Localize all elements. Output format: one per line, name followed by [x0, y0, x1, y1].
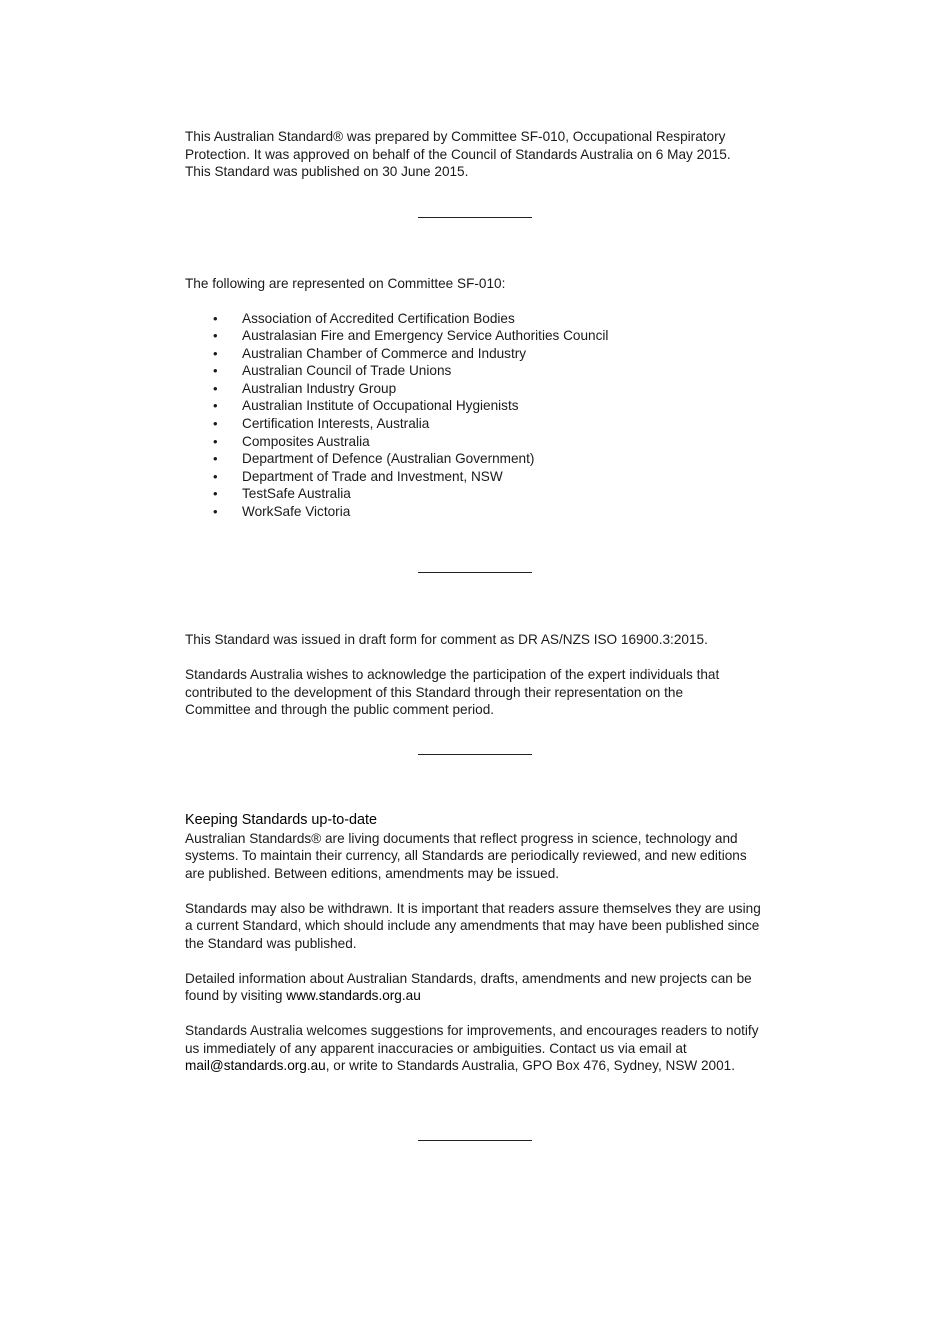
- list-item: [185, 503, 785, 521]
- section-divider: [418, 217, 532, 218]
- acknowledgement-text: Standards Australia wishes to acknowledge the participation of the expert individuals that contributed to the development of this Standard through their representation on the Committee and through the public comment period.: [185, 667, 720, 717]
- member-name: Association of Accredited Certification Bodies: [242, 310, 515, 326]
- member-name: Australian Industry Group: [242, 380, 397, 396]
- website-prefix-text: Detailed information about Australian Standards, drafts, amendments and new projects can be found by visiting: [185, 970, 752, 1003]
- list-item: [185, 345, 785, 363]
- committee-section: [185, 275, 785, 521]
- bullet-icon: •: [213, 416, 218, 432]
- draft-issued-text: This Standard was issued in draft form for comment as DR AS/NZS ISO 16900.3:2015.: [185, 632, 708, 647]
- section-divider: [418, 1140, 532, 1141]
- list-item: [185, 380, 785, 398]
- bullet-icon: •: [213, 328, 218, 344]
- bullet-icon: •: [213, 363, 218, 379]
- bullet-icon: •: [213, 486, 218, 502]
- list-item: [185, 468, 785, 486]
- member-name: TestSafe Australia: [242, 486, 351, 502]
- approval-section: [185, 128, 755, 181]
- committee-intro: The following are represented on Committee SF-010:: [185, 276, 506, 291]
- member-name: Australian Chamber of Commerce and Industry: [242, 345, 527, 361]
- bullet-icon: •: [213, 398, 218, 414]
- bullet-icon: •: [213, 468, 218, 484]
- keeping-paragraph-1: Australian Standards® are living documents that reflect progress in science, technology and systems. To maintain their currency, all Standards are periodically reviewed, and new editions are published. Between editions, amendments may be issued.: [185, 830, 747, 881]
- approval-text: This Australian Standard® was prepared by Committee SF-010, Occupational Respiratory Protection. It was approved on behalf of the Council of Standards Australia on 6 May 2015. This Standard was published on 30 June 2015.: [185, 129, 731, 179]
- keeping-paragraph-2: Standards may also be withdrawn. It is important that readers assure themselves they are using a current Standard, which should include any amendments that may have been published since the Standard was published.: [185, 900, 761, 951]
- list-item: [185, 485, 785, 503]
- member-name: Australasian Fire and Emergency Service Authorities Council: [242, 328, 609, 344]
- bullet-icon: •: [213, 451, 218, 467]
- keeping-paragraph-3: [185, 970, 770, 1005]
- list-item: [185, 433, 785, 451]
- keeping-paragraph-4: [185, 1022, 770, 1075]
- website-link[interactable]: www.standards.org.au: [286, 988, 421, 1003]
- bullet-icon: •: [213, 433, 218, 449]
- list-item: [185, 450, 785, 468]
- bullet-icon: •: [213, 310, 218, 326]
- committee-member-list: [185, 310, 785, 521]
- section-heading: Keeping Standards up-to-date: [185, 812, 378, 828]
- list-item: [185, 362, 785, 380]
- keeping-up-to-date-section: [185, 812, 770, 1075]
- member-name: Certification Interests, Australia: [242, 416, 430, 432]
- section-divider: [418, 754, 532, 755]
- member-name: Department of Trade and Investment, NSW: [242, 468, 503, 484]
- member-name: Department of Defence (Australian Government): [242, 451, 535, 467]
- draft-section: [185, 631, 745, 719]
- member-name: Composites Australia: [242, 433, 370, 449]
- member-name: Australian Institute of Occupational Hygienists: [242, 398, 519, 414]
- section-divider: [418, 572, 532, 573]
- email-link[interactable]: mail@standards.org.au: [185, 1058, 326, 1073]
- member-name: WorkSafe Victoria: [242, 504, 351, 520]
- contact-prefix-text: Standards Australia welcomes suggestions for improvements, and encourages readers to notify us immediately of any apparent inaccuracies or ambiguities. Contact us via email at: [185, 1023, 759, 1056]
- list-item: [185, 397, 785, 415]
- bullet-icon: •: [213, 380, 218, 396]
- contact-suffix-text: , or write to Standards Australia, GPO Box 476, Sydney, NSW 2001.: [325, 1058, 736, 1073]
- bullet-icon: •: [213, 345, 218, 361]
- list-item: [185, 310, 785, 328]
- bullet-icon: •: [213, 504, 218, 520]
- list-item: [185, 327, 785, 345]
- member-name: Australian Council of Trade Unions: [242, 363, 452, 379]
- list-item: [185, 415, 785, 433]
